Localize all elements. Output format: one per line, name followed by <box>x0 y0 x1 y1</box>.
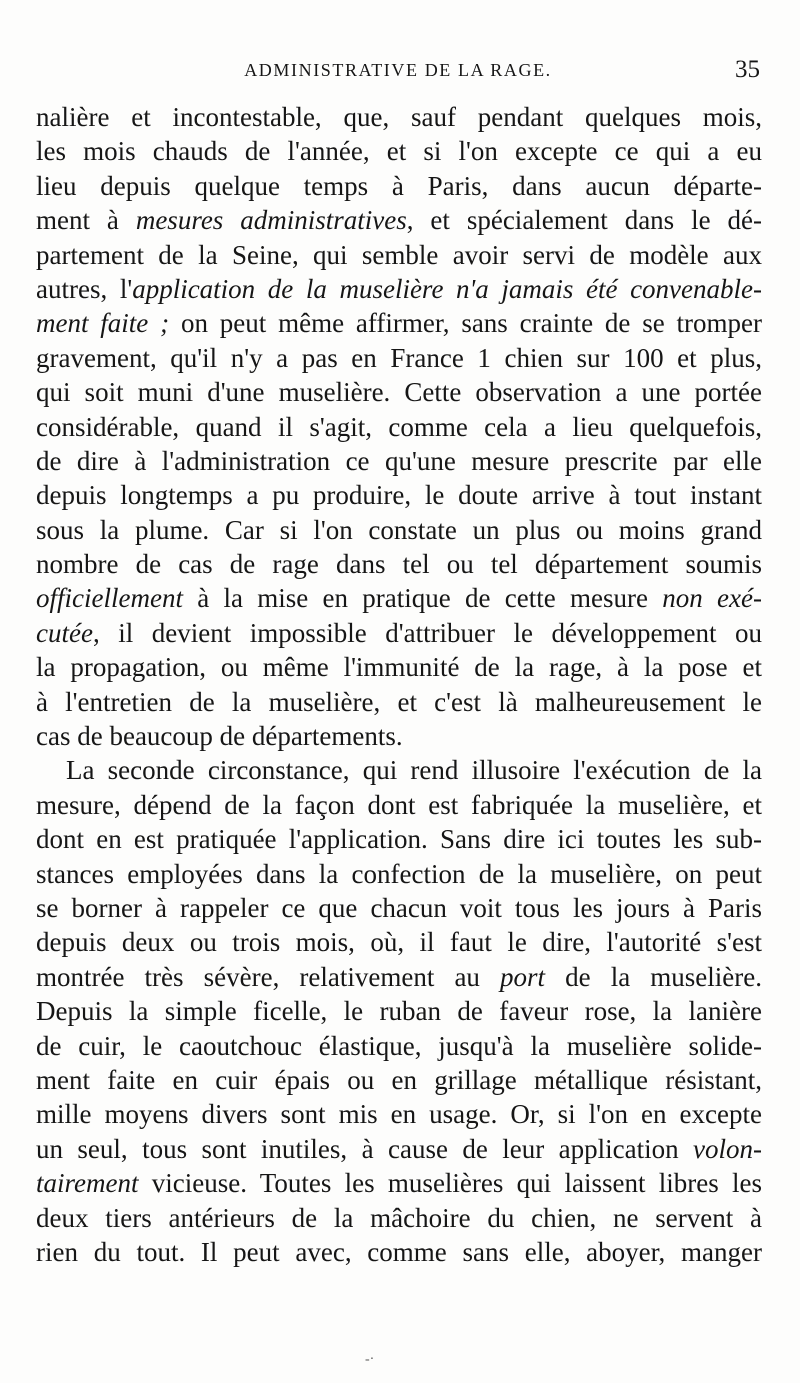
text-line <box>36 925 762 959</box>
text-line <box>36 134 762 168</box>
italic-text: volon- <box>693 1133 762 1164</box>
text-run: de cuir, le caoutchouc élastique, jusqu'à la muselière solide- <box>36 1030 762 1061</box>
stray-ink-mark: -· <box>365 1352 375 1367</box>
text-line <box>36 994 762 1028</box>
text-run: gravement, qu'il n'y a pas en France 1 chien sur 100 et plus, <box>36 342 762 373</box>
text-line <box>36 685 762 719</box>
italic-text: tairement <box>36 1168 139 1199</box>
text-line <box>36 1201 762 1235</box>
text-run: , et spécialement dans le dé- <box>406 205 762 236</box>
text-run: de la muselière. <box>545 961 762 992</box>
text-run: nalière et incontestable, que, sauf pendant quelques mois, <box>36 102 762 132</box>
text-line <box>36 410 762 444</box>
text-run: les mois chauds de l'année, et si l'on excepte ce qui a eu <box>36 136 762 167</box>
text-line <box>36 203 762 237</box>
text-run: qui soit muni d'une muselière. Cette observation a une portée <box>36 377 762 408</box>
text-line <box>36 341 762 375</box>
text-run: mille moyens divers sont mis en usage. Or, si l'on en excepte <box>36 1099 762 1130</box>
italic-text: ment faite ; <box>36 308 170 339</box>
text-run: rien du tout. Il peut avec, comme sans elle, aboyer, manger <box>36 1236 762 1267</box>
text-run: montrée très sévère, relativement au <box>36 961 501 992</box>
text-line <box>36 478 762 512</box>
text-run: dont en est pratiquée l'application. Sans dire ici toutes les sub- <box>36 824 762 855</box>
text-run: depuis deux ou trois mois, où, il faut le dire, l'autorité s'est <box>36 927 762 958</box>
text-line <box>36 719 762 753</box>
italic-text: application de la muselière n'a jamais été convenable- <box>132 273 762 304</box>
text-line <box>36 650 762 684</box>
text-line <box>36 822 762 856</box>
text-run: La seconde circonstance, qui rend illusoire l'exécution de la <box>66 755 762 786</box>
text-run: de dire à l'administration ce qu'une mesure prescrite par elle <box>36 445 762 476</box>
text-line <box>36 100 762 134</box>
text-run: vicieuse. Toutes les muselières qui laissent libres les <box>138 1168 762 1199</box>
text-line <box>36 960 762 994</box>
text-line <box>36 547 762 581</box>
text-run: à la mise en pratique de cette mesure <box>182 583 663 614</box>
italic-text: officiellement <box>36 583 183 614</box>
text-run: un seul, tous sont inutiles, à cause de leur application <box>36 1133 694 1164</box>
text-line <box>36 1132 762 1166</box>
text-run: stances employées dans la confection de la muselière, on peut <box>36 858 762 889</box>
text-line <box>36 1235 762 1269</box>
text-line <box>36 272 762 306</box>
text-run: , il devient impossible d'attribuer le développement ou <box>92 617 762 648</box>
text-line <box>36 788 762 822</box>
italic-text: cutée <box>36 617 93 648</box>
text-run: on peut même affirmer, sans crainte de se tromper <box>169 308 763 339</box>
text-run: sous la plume. Car si l'on constate un plus ou moins grand <box>36 514 762 545</box>
italic-text: non exé- <box>662 583 762 614</box>
italic-text: port <box>500 961 546 992</box>
text-line <box>36 616 762 650</box>
text-run: à l'entretien de la muselière, et c'est là malheureusement le <box>36 686 762 717</box>
text-line <box>36 375 762 409</box>
text-line <box>36 581 762 615</box>
text-run: ment à <box>36 205 136 236</box>
text-run: la propagation, ou même l'immunité de la rage, à la pose et <box>36 652 762 683</box>
text-line <box>36 891 762 925</box>
page-number: 35 <box>735 56 760 83</box>
text-run: autres, l' <box>36 273 133 304</box>
text-line <box>36 513 762 547</box>
text-line <box>36 1166 762 1200</box>
text-line <box>36 1029 762 1063</box>
body-text <box>36 100 762 1269</box>
text-run: considérable, quand il s'agit, comme cela a lieu quelquefois, <box>36 411 762 442</box>
text-line <box>36 753 762 787</box>
page-header <box>36 56 760 90</box>
text-line <box>36 857 762 891</box>
text-line <box>36 306 762 340</box>
text-line <box>36 1063 762 1097</box>
text-line <box>36 238 762 272</box>
text-run: nombre de cas de rage dans tel ou tel département soumis <box>36 549 762 580</box>
text-run: deux tiers antérieurs de la mâchoire du chien, ne servent à <box>36 1202 762 1233</box>
running-head: ADMINISTRATIVE DE LA RAGE. <box>244 60 552 80</box>
text-line <box>36 1097 762 1131</box>
text-run: cas de beaucoup de départements. <box>36 721 403 752</box>
text-line <box>36 444 762 478</box>
text-run: lieu depuis quelque temps à Paris, dans aucun départe- <box>36 170 762 201</box>
text-run: depuis longtemps a pu produire, le doute arrive à tout instant <box>36 480 762 511</box>
text-run: partement de la Seine, qui semble avoir servi de modèle aux <box>36 239 762 270</box>
text-run: Depuis la simple ficelle, le ruban de faveur rose, la lanière <box>36 996 762 1027</box>
italic-text: mesures administratives <box>135 205 407 236</box>
text-run: ment faite en cuir épais ou en grillage métallique résistant, <box>36 1064 762 1095</box>
text-run: se borner à rappeler ce que chacun voit tous les jours à Paris <box>36 892 762 923</box>
text-line <box>36 169 762 203</box>
text-run: mesure, dépend de la façon dont est fabriquée la muselière, et <box>36 789 762 820</box>
